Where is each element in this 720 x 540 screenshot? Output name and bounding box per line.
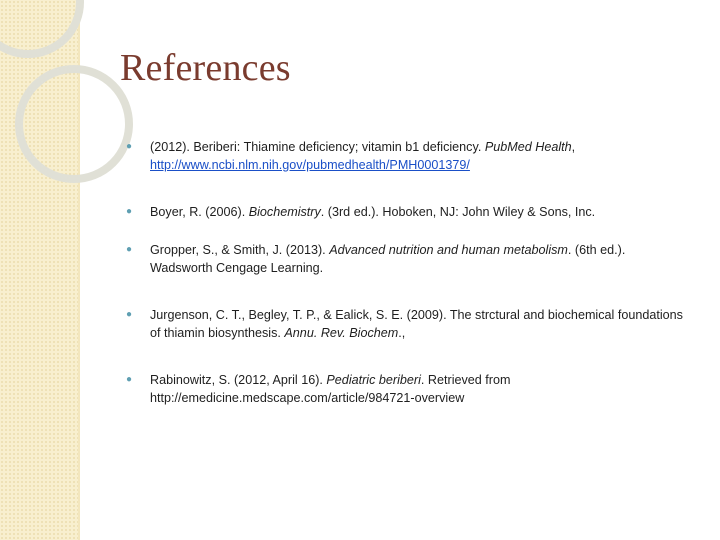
reference-text-tail: , <box>571 140 576 154</box>
reference-source-title: Biochemistry <box>248 205 321 219</box>
decorative-rings <box>0 0 140 200</box>
decorative-ring-lower <box>19 69 129 179</box>
reference-item <box>126 371 686 407</box>
bullet-icon: ● <box>126 206 133 217</box>
reference-item <box>126 138 686 174</box>
reference-source-title: Pediatric beriberi <box>326 373 421 387</box>
reference-link[interactable]: http://www.ncbi.nlm.nih.gov/pubmedhealth/PMH0001379/ <box>150 158 470 172</box>
reference-text-tail: ., <box>398 326 406 340</box>
reference-source-title: Advanced nutrition and human metabolism <box>329 243 568 257</box>
bullet-icon: ● <box>126 374 133 385</box>
reference-text: Jurgenson, C. T., Begley, T. P., & Ealick, S. E. (2009). The strctural and biochemical foundations of thiamin biosynthesis. <box>150 308 683 340</box>
bullet-icon: ● <box>126 141 133 152</box>
reference-text: (2012). Beriberi: Thiamine deficiency; vitamin b1 deficiency. <box>150 140 485 154</box>
reference-item <box>126 306 686 342</box>
reference-source-title: PubMed Health <box>484 140 572 154</box>
decorative-ring-top <box>0 0 80 54</box>
slide-title: References <box>120 47 291 89</box>
reference-text: Boyer, R. (2006). <box>150 205 249 219</box>
reference-text-tail: . (3rd ed.). Hoboken, NJ: John Wiley & Sons, Inc. <box>320 205 596 219</box>
reference-text: Gropper, S., & Smith, J. (2013). <box>150 243 330 257</box>
reference-item <box>126 203 686 221</box>
bullet-icon: ● <box>126 309 133 320</box>
reference-item <box>126 241 686 277</box>
bullet-icon: ● <box>126 244 133 255</box>
reference-text: Rabinowitz, S. (2012, April 16). <box>150 373 327 387</box>
reference-source-title: Annu. Rev. Biochem <box>284 326 399 340</box>
reference-list <box>126 138 686 407</box>
reference-text-tail: . Retrieved from http://emedicine.medscape.com/article/984721-overview <box>150 373 511 405</box>
reference-text-tail: . (6th ed.). Wadsworth Cengage Learning. <box>150 243 626 275</box>
